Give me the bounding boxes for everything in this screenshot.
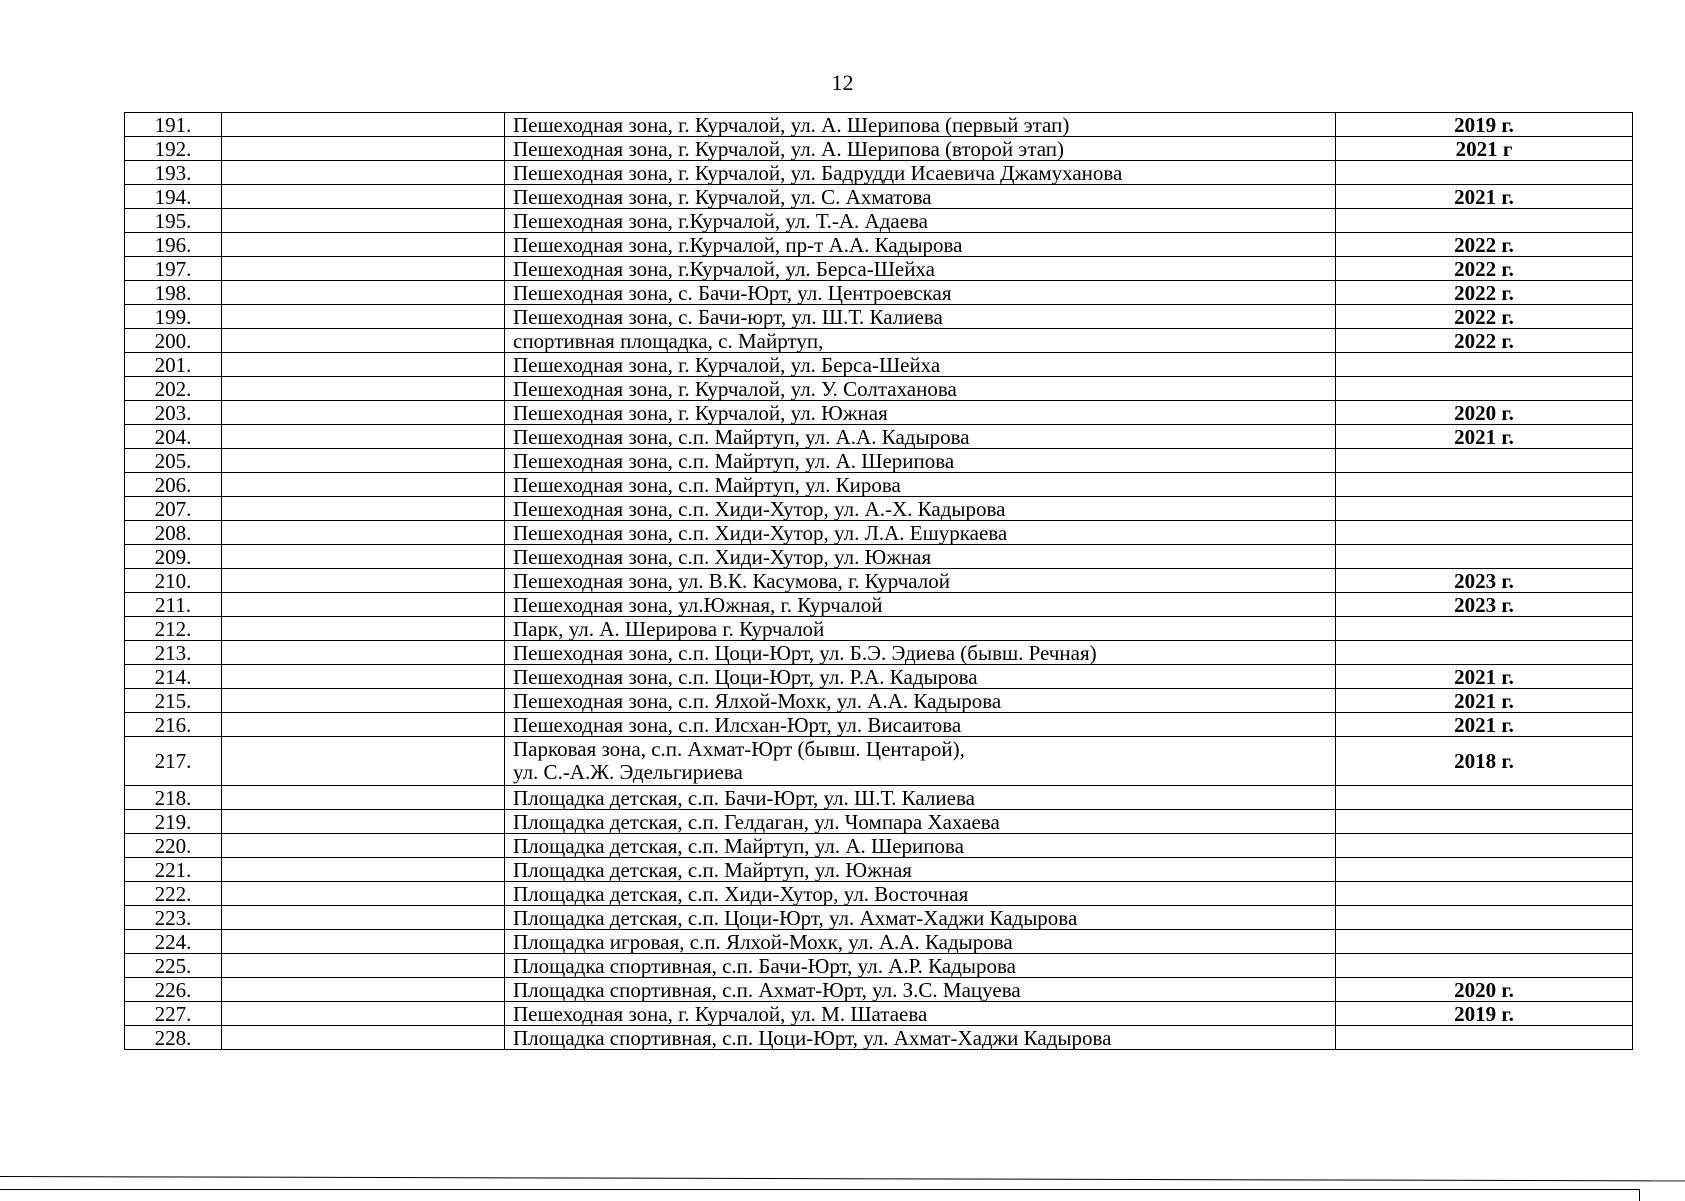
row-number: 217. — [125, 737, 222, 786]
table-row — [125, 689, 1633, 713]
row-number: 192. — [125, 137, 222, 161]
object-name: Площадка спортивная, с.п. Ахмат-Юрт, ул. З.С. Мацуева — [505, 978, 1336, 1002]
empty-cell — [222, 521, 505, 545]
table-row — [125, 665, 1633, 689]
empty-cell — [222, 185, 505, 209]
year-cell — [1336, 954, 1633, 978]
year-cell — [1336, 906, 1633, 930]
empty-cell — [222, 161, 505, 185]
table-row — [125, 521, 1633, 545]
empty-cell — [222, 689, 505, 713]
empty-cell — [222, 1026, 505, 1050]
year-cell — [1336, 930, 1633, 954]
table-row — [125, 786, 1633, 810]
row-number: 210. — [125, 569, 222, 593]
table-row — [125, 401, 1633, 425]
year-cell: 2020 г. — [1336, 401, 1633, 425]
table-row — [125, 737, 1633, 786]
object-name: Пешеходная зона, г. Курчалой, ул. А. Шерипова (первый этап) — [505, 113, 1336, 137]
object-name: Пешеходная зона, г.Курчалой, ул. Берса-Шейха — [505, 257, 1336, 281]
row-number: 227. — [125, 1002, 222, 1026]
table-row — [125, 978, 1633, 1002]
table-row — [125, 209, 1633, 233]
year-cell — [1336, 641, 1633, 665]
row-number: 207. — [125, 497, 222, 521]
table-row — [125, 713, 1633, 737]
object-name: Пешеходная зона, с.п. Майртуп, ул. Кирова — [505, 473, 1336, 497]
table-row — [125, 593, 1633, 617]
row-number: 228. — [125, 1026, 222, 1050]
table-row — [125, 569, 1633, 593]
empty-cell — [222, 137, 505, 161]
object-name: Пешеходная зона, г. Курчалой, ул. Южная — [505, 401, 1336, 425]
object-name: Площадка спортивная, с.п. Цоци-Юрт, ул. Ахмат-Хаджи Кадырова — [505, 1026, 1336, 1050]
object-name: Площадка детская, с.п. Бачи-Юрт, ул. Ш.Т. Калиева — [505, 786, 1336, 810]
row-number: 206. — [125, 473, 222, 497]
object-name: Пешеходная зона, г.Курчалой, ул. Т.-А. Адаева — [505, 209, 1336, 233]
year-cell — [1336, 882, 1633, 906]
object-name: спортивная площадка, с. Майртуп, — [505, 329, 1336, 353]
empty-cell — [222, 713, 505, 737]
object-name: Пешеходная зона, с. Бачи-Юрт, ул. Центроевская — [505, 281, 1336, 305]
object-name: Площадка спортивная, с.п. Бачи-Юрт, ул. А.Р. Кадырова — [505, 954, 1336, 978]
registry-table — [124, 112, 1633, 1050]
year-cell: 2023 г. — [1336, 569, 1633, 593]
empty-cell — [222, 329, 505, 353]
year-cell — [1336, 497, 1633, 521]
year-cell — [1336, 810, 1633, 834]
empty-cell — [222, 497, 505, 521]
empty-cell — [222, 113, 505, 137]
table-row — [125, 497, 1633, 521]
row-number: 203. — [125, 401, 222, 425]
empty-cell — [222, 377, 505, 401]
table-row — [125, 810, 1633, 834]
object-name: Площадка детская, с.п. Цоци-Юрт, ул. Ахмат-Хаджи Кадырова — [505, 906, 1336, 930]
table-row — [125, 233, 1633, 257]
object-name: Парк, ул. А. Шерирова г. Курчалой — [505, 617, 1336, 641]
year-cell — [1336, 617, 1633, 641]
row-number: 197. — [125, 257, 222, 281]
object-name: Пешеходная зона, ул.Южная, г. Курчалой — [505, 593, 1336, 617]
empty-cell — [222, 810, 505, 834]
object-name: Площадка игровая, с.п. Ялхой-Мохк, ул. А.А. Кадырова — [505, 930, 1336, 954]
object-name: Пешеходная зона, с.п. Цоци-Юрт, ул. Б.Э. Эдиева (бывш. Речная) — [505, 641, 1336, 665]
table-row — [125, 113, 1633, 137]
table-row — [125, 882, 1633, 906]
year-cell — [1336, 786, 1633, 810]
empty-cell — [222, 858, 505, 882]
row-number: 195. — [125, 209, 222, 233]
year-cell: 2022 г. — [1336, 281, 1633, 305]
year-cell — [1336, 209, 1633, 233]
year-cell: 2023 г. — [1336, 593, 1633, 617]
year-cell: 2020 г. — [1336, 978, 1633, 1002]
object-name: Пешеходная зона, с.п. Хиди-Хутор, ул. А.-Х. Кадырова — [505, 497, 1336, 521]
object-name: Площадка детская, с.п. Майртуп, ул. Южная — [505, 858, 1336, 882]
table-row — [125, 617, 1633, 641]
table-row — [125, 858, 1633, 882]
table-row — [125, 137, 1633, 161]
row-number: 212. — [125, 617, 222, 641]
year-cell — [1336, 1026, 1633, 1050]
year-cell: 2021 г. — [1336, 665, 1633, 689]
row-number: 220. — [125, 834, 222, 858]
empty-cell — [222, 257, 505, 281]
empty-cell — [222, 209, 505, 233]
footer-rule-top — [0, 1176, 1685, 1181]
table-row — [125, 449, 1633, 473]
object-name: Пешеходная зона, с.п. Цоци-Юрт, ул. Р.А. Кадырова — [505, 665, 1336, 689]
empty-cell — [222, 593, 505, 617]
row-number: 222. — [125, 882, 222, 906]
year-cell — [1336, 834, 1633, 858]
object-name: Пешеходная зона, с.п. Майртуп, ул. А. Шерипова — [505, 449, 1336, 473]
row-number: 194. — [125, 185, 222, 209]
year-cell: 2022 г. — [1336, 233, 1633, 257]
row-number: 196. — [125, 233, 222, 257]
row-number: 202. — [125, 377, 222, 401]
table-row — [125, 930, 1633, 954]
empty-cell — [222, 930, 505, 954]
year-cell: 2019 г. — [1336, 113, 1633, 137]
page-number: 12 — [831, 70, 854, 95]
year-cell: 2019 г. — [1336, 1002, 1633, 1026]
row-number: 198. — [125, 281, 222, 305]
table-row — [125, 185, 1633, 209]
empty-cell — [222, 233, 505, 257]
table-row — [125, 545, 1633, 569]
empty-cell — [222, 906, 505, 930]
row-number: 214. — [125, 665, 222, 689]
empty-cell — [222, 425, 505, 449]
footer-rule-bottom — [0, 1189, 1640, 1201]
object-name-line-1: Парковая зона, с.п. Ахмат-Юрт (бывш. Центарой), — [513, 737, 965, 761]
year-cell: 2021 г — [1336, 137, 1633, 161]
row-number: 215. — [125, 689, 222, 713]
empty-cell — [222, 1002, 505, 1026]
row-number: 224. — [125, 930, 222, 954]
object-name: Пешеходная зона, с.п. Хиди-Хутор, ул. Л.А. Ешуркаева — [505, 521, 1336, 545]
year-cell — [1336, 377, 1633, 401]
object-name: Площадка детская, с.п. Хиди-Хутор, ул. Восточная — [505, 882, 1336, 906]
empty-cell — [222, 641, 505, 665]
row-number: 219. — [125, 810, 222, 834]
table-row — [125, 305, 1633, 329]
table-row — [125, 425, 1633, 449]
object-name: Пешеходная зона, с.п. Ялхой-Мохк, ул. А.А. Кадырова — [505, 689, 1336, 713]
row-number: 204. — [125, 425, 222, 449]
row-number: 200. — [125, 329, 222, 353]
year-cell: 2018 г. — [1336, 737, 1633, 786]
object-name: Площадка детская, с.п. Гелдаган, ул. Чомпара Хахаева — [505, 810, 1336, 834]
year-cell: 2021 г. — [1336, 713, 1633, 737]
row-number: 218. — [125, 786, 222, 810]
object-name: Пешеходная зона, г. Курчалой, ул. Бадрудди Исаевича Джамуханова — [505, 161, 1336, 185]
empty-cell — [222, 978, 505, 1002]
year-cell — [1336, 858, 1633, 882]
row-number: 191. — [125, 113, 222, 137]
object-name: Пешеходная зона, г. Курчалой, ул. А. Шерипова (второй этап) — [505, 137, 1336, 161]
table-row — [125, 906, 1633, 930]
row-number: 213. — [125, 641, 222, 665]
object-name: Пешеходная зона, г. Курчалой, ул. С. Ахматова — [505, 185, 1336, 209]
table-row — [125, 161, 1633, 185]
row-number: 193. — [125, 161, 222, 185]
row-number: 221. — [125, 858, 222, 882]
row-number: 205. — [125, 449, 222, 473]
object-name — [505, 737, 1336, 786]
object-name: Пешеходная зона, с.п. Майртуп, ул. А.А. Кадырова — [505, 425, 1336, 449]
year-cell: 2022 г. — [1336, 257, 1633, 281]
empty-cell — [222, 665, 505, 689]
object-name: Пешеходная зона, ул. В.К. Касумова, г. Курчалой — [505, 569, 1336, 593]
year-cell: 2022 г. — [1336, 329, 1633, 353]
empty-cell — [222, 569, 505, 593]
row-number: 211. — [125, 593, 222, 617]
empty-cell — [222, 353, 505, 377]
year-cell — [1336, 161, 1633, 185]
empty-cell — [222, 786, 505, 810]
object-name: Пешеходная зона, г. Курчалой, ул. У. Солтаханова — [505, 377, 1336, 401]
object-name: Пешеходная зона, г.Курчалой, пр-т А.А. Кадырова — [505, 233, 1336, 257]
row-number: 208. — [125, 521, 222, 545]
table-row — [125, 1002, 1633, 1026]
empty-cell — [222, 834, 505, 858]
empty-cell — [222, 305, 505, 329]
year-cell — [1336, 545, 1633, 569]
table-row — [125, 377, 1633, 401]
table-row — [125, 834, 1633, 858]
row-number: 226. — [125, 978, 222, 1002]
year-cell: 2021 г. — [1336, 689, 1633, 713]
table-row — [125, 641, 1633, 665]
row-number: 225. — [125, 954, 222, 978]
object-name: Пешеходная зона, г. Курчалой, ул. Берса-Шейха — [505, 353, 1336, 377]
object-name-line-2: ул. С.-А.Ж. Эдельгириева — [513, 760, 743, 784]
year-cell — [1336, 521, 1633, 545]
object-name: Пешеходная зона, с.п. Илсхан-Юрт, ул. Висаитова — [505, 713, 1336, 737]
row-number: 201. — [125, 353, 222, 377]
empty-cell — [222, 737, 505, 786]
row-number: 216. — [125, 713, 222, 737]
empty-cell — [222, 473, 505, 497]
empty-cell — [222, 882, 505, 906]
row-number: 223. — [125, 906, 222, 930]
table-row — [125, 257, 1633, 281]
year-cell — [1336, 353, 1633, 377]
empty-cell — [222, 401, 505, 425]
row-number: 209. — [125, 545, 222, 569]
table-row — [125, 1026, 1633, 1050]
table-row — [125, 473, 1633, 497]
table-row — [125, 353, 1633, 377]
object-name: Пешеходная зона, с.п. Хиди-Хутор, ул. Южная — [505, 545, 1336, 569]
year-cell — [1336, 473, 1633, 497]
table-row — [125, 954, 1633, 978]
table-row — [125, 281, 1633, 305]
empty-cell — [222, 617, 505, 641]
year-cell: 2022 г. — [1336, 305, 1633, 329]
object-name: Пешеходная зона, с. Бачи-юрт, ул. Ш.Т. Калиева — [505, 305, 1336, 329]
year-cell: 2021 г. — [1336, 425, 1633, 449]
year-cell: 2021 г. — [1336, 185, 1633, 209]
row-number: 199. — [125, 305, 222, 329]
object-name: Площадка детская, с.п. Майртуп, ул. А. Шерипова — [505, 834, 1336, 858]
empty-cell — [222, 449, 505, 473]
table-row — [125, 329, 1633, 353]
object-name: Пешеходная зона, г. Курчалой, ул. М. Шатаева — [505, 1002, 1336, 1026]
empty-cell — [222, 545, 505, 569]
empty-cell — [222, 954, 505, 978]
year-cell — [1336, 449, 1633, 473]
empty-cell — [222, 281, 505, 305]
